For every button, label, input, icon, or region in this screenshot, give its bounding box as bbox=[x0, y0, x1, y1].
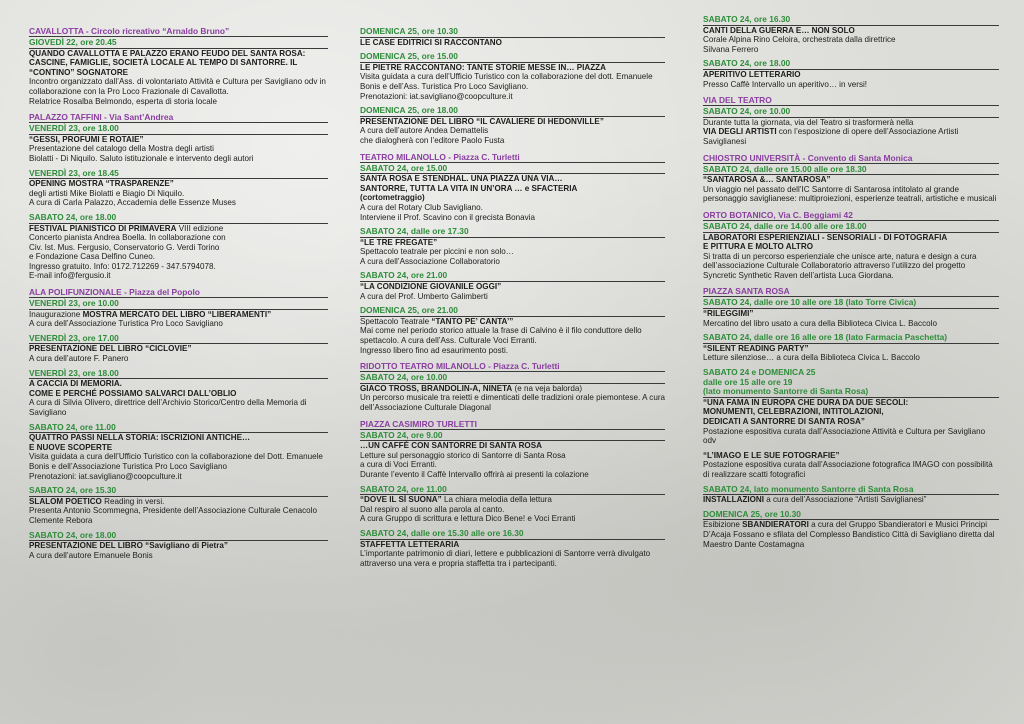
text-line: SANTORRE, TUTTA LA VITA IN UN’ORA … e SFACTERIA bbox=[360, 183, 578, 193]
text-line: Presentazione del catalogo della Mostra degli artisti bbox=[29, 144, 214, 154]
event-title bbox=[29, 344, 328, 354]
event-title bbox=[29, 224, 328, 234]
venue-heading: PALAZZO TAFFINI - Via Sant’Andrea bbox=[29, 112, 328, 123]
venue-heading: ORTO BOTANICO, Via C. Beggiami 42 bbox=[703, 210, 999, 221]
event-item bbox=[703, 59, 999, 89]
event-datetime bbox=[29, 213, 328, 224]
text-line: PRESENTAZIONE DEL LIBRO “IL CAVALIERE DI HEDONVILLE” bbox=[360, 116, 604, 126]
text-line: A cura di Silvia Olivero, direttrice dell’Archivio Storico/Centro della Memoria di Savigliano bbox=[29, 398, 307, 417]
venue-heading: CAVALLOTTA - Circolo ricreativo “Arnaldo Bruno” bbox=[29, 26, 328, 37]
text-line: “UNA FAMA IN EUROPA CHE DURA DA DUE SECOLI: bbox=[703, 397, 909, 407]
text-line: A CACCIA DI MEMORIA. bbox=[29, 379, 122, 389]
event-item bbox=[703, 165, 999, 204]
text-line: VENERDÌ 23, ore 18.45 bbox=[29, 167, 119, 178]
event-item bbox=[703, 107, 999, 146]
event-description bbox=[29, 189, 328, 208]
event-datetime bbox=[360, 306, 665, 317]
column-3 bbox=[703, 15, 999, 555]
event-datetime bbox=[360, 106, 665, 117]
event-item bbox=[703, 333, 999, 363]
column-2 bbox=[360, 27, 665, 574]
event-item bbox=[360, 373, 665, 412]
text-line: “LA CONDIZIONE GIOVANILE OGGI” bbox=[360, 282, 502, 292]
event-description bbox=[703, 252, 999, 281]
venue-section bbox=[360, 361, 665, 412]
event-description-after: con l’esposizione di opere dell’Associazione Artisti Saviglianesi bbox=[703, 127, 959, 146]
text-line: SABATO 24, ore 11.00 bbox=[29, 421, 116, 432]
event-title-suffix: La chiara melodia della lettura bbox=[441, 495, 552, 505]
event-intro-bold: “TANTO PE’ CANTA’” bbox=[431, 316, 514, 326]
text-line: Un viaggio nel passato dell’IC Santorre di Santarosa intitolato al grande personaggio saviglianese: multiproiezioni, esperienze teatrali, artistiche e musicali bbox=[703, 184, 997, 204]
venue-heading: TEATRO MILANOLLO - Piazza C. Turletti bbox=[360, 152, 665, 163]
text-line: “GESSI, PROFUMI E ROTAIE” bbox=[29, 134, 144, 144]
event-description bbox=[703, 460, 999, 479]
text-line: Un percorso musicale tra reietti e dimenticati delle tradizioni orale piemontese. A cura dell’Associazione Culturale Diagonal bbox=[360, 393, 666, 412]
text-line: A cura del Prof. Umberto Galimberti bbox=[360, 291, 488, 301]
event-title bbox=[29, 433, 328, 452]
text-line: “SANTAROSA &… SANTAROSA” bbox=[703, 175, 831, 185]
text-line: che dialogherà con l’editore Paolo Fusta bbox=[360, 135, 505, 145]
text-line: LABORATORI ESPERIENZIALI - SENSORIALI - DI FOTOGRAFIA bbox=[703, 232, 948, 242]
text-line: E-mail info@fergusio.it bbox=[29, 271, 111, 281]
venue-section bbox=[703, 95, 999, 146]
event-datetime bbox=[703, 59, 999, 70]
text-line: (lato monumento Santorre di Santa Rosa) bbox=[703, 386, 869, 397]
event-item bbox=[29, 531, 328, 561]
text-line: VENERDÌ 23, ore 18.00 bbox=[29, 367, 119, 378]
text-line: DEDICATI A SANTORRE DI SANTA ROSA” bbox=[703, 417, 865, 426]
venue-section bbox=[360, 27, 665, 146]
event-description bbox=[703, 319, 999, 329]
text-line: Civ. Ist. Mus. Fergusio, Conservatorio G. Verdi Torino bbox=[29, 242, 220, 252]
event-datetime bbox=[29, 38, 328, 49]
event-item bbox=[703, 222, 999, 281]
text-line: “L’IMAGO E LE SUE FOTOGRAFIE” bbox=[703, 450, 840, 460]
venue-section bbox=[703, 210, 999, 281]
venue-section bbox=[703, 286, 999, 549]
event-datetime bbox=[360, 529, 665, 540]
text-line: SLALOM POETICO bbox=[29, 496, 102, 506]
event-title bbox=[703, 451, 999, 461]
venue-section bbox=[360, 419, 665, 569]
text-line: Corale Alpina Rino Celoira, orchestrata dalla direttrice bbox=[703, 35, 896, 45]
event-datetime bbox=[360, 27, 665, 38]
event-description bbox=[29, 398, 328, 417]
event-description bbox=[29, 319, 328, 329]
event-datetime bbox=[360, 52, 665, 63]
event-item bbox=[360, 431, 665, 480]
event-datetime bbox=[703, 510, 999, 521]
text-line: E PITTURA E MOLTO ALTRO bbox=[703, 242, 814, 252]
text-line: OPENING MOSTRA “TRASPARENZE” bbox=[29, 179, 174, 189]
event-title bbox=[703, 344, 999, 354]
text-line: A cura del Rotary Club Savigliano. bbox=[360, 202, 483, 212]
event-description bbox=[703, 353, 999, 363]
event-title bbox=[360, 38, 665, 48]
text-line: SABATO 24, ore 11.00 bbox=[360, 483, 447, 494]
text-line: Incontro organizzato dall’Ass. di volontariato Attività e Cultura per Savigliano odv in collaborazione con la Pro Loco Frazionale di Cavallotta. bbox=[29, 77, 326, 96]
text-line: Durante tutta la giornata, via del Teatro si trasformerà nella bbox=[703, 117, 914, 127]
event-datetime bbox=[703, 107, 999, 118]
text-line: QUANDO CAVALLOTTA E PALAZZO ERANO FEUDO DEL SANTA ROSA: CASCINE, FAMIGLIE, SOCIETÀ LOCALE AL TEMPO DI SANTORRE. IL “CONTINO” SOGNATORE bbox=[29, 48, 306, 77]
text-line: SABATO 24, ore 21.00 bbox=[360, 270, 448, 281]
event-intro-prefix: Esibizione bbox=[703, 520, 743, 530]
event-datetime bbox=[29, 169, 328, 180]
event-title-suffix: (e na veja balorda) bbox=[512, 383, 583, 393]
text-line: Dal respiro al suono alla parola al canto. bbox=[360, 504, 505, 514]
venue-section bbox=[29, 287, 328, 560]
text-line: “DOVE IL SÌ SUONA” bbox=[360, 495, 442, 505]
venue-section bbox=[29, 112, 328, 281]
text-line: “RILEGGIMI” bbox=[703, 309, 754, 319]
text-line: DOMENICA 25, ore 15.00 bbox=[360, 51, 458, 62]
event-description bbox=[29, 354, 328, 364]
text-line: Postazione espositiva curata dall’Associazione Attività e Cultura per Savigliano odv bbox=[703, 426, 986, 446]
event-title bbox=[360, 540, 665, 550]
venue-heading: PIAZZA CASIMIRO TURLETTI bbox=[360, 419, 665, 430]
venue-heading: VIA DEL TEATRO bbox=[703, 95, 999, 106]
text-line: SABATO 24, ore 15.00 bbox=[360, 162, 448, 173]
venue-section bbox=[360, 152, 665, 356]
column-1 bbox=[29, 26, 328, 566]
text-line: DOMENICA 25, ore 18.00 bbox=[360, 105, 458, 116]
text-line: SABATO 24, dalle ore 15.30 alle ore 16.30 bbox=[360, 527, 524, 538]
text-line: Letture sul personaggio storico di Santorre di Santa Rosa bbox=[360, 450, 566, 460]
text-line: GIACO TROSS, BRANDOLIN-A, NINETA bbox=[360, 383, 513, 393]
event-description bbox=[29, 77, 328, 106]
text-line: Interviene il Prof. Scavino con il grecista Bonavia bbox=[360, 212, 536, 222]
text-line: A cura dell’autore Andea Demattelis bbox=[360, 126, 489, 136]
text-line: degli artisti Mike Biolatti e Biagio Di Niquilo. bbox=[29, 188, 185, 198]
event-description bbox=[703, 185, 999, 204]
text-line: DOMENICA 25, ore 21.00 bbox=[360, 305, 458, 316]
event-description bbox=[360, 451, 665, 480]
event-title-suffix: VIII edizione bbox=[176, 223, 224, 233]
event-datetime bbox=[29, 423, 328, 434]
text-line: PRESENTAZIONE DEL LIBRO “CICLOVIE” bbox=[29, 344, 192, 354]
text-line: A cura dell’autore F. Panero bbox=[29, 354, 129, 364]
event-title bbox=[703, 175, 999, 185]
text-line: dalle ore 15 alle ore 19 bbox=[703, 376, 793, 387]
event-description bbox=[29, 144, 328, 163]
text-line: SABATO 24, ore 9.00 bbox=[360, 429, 443, 440]
text-line: SABATO 24, dalle ore 14.00 alle ore 18.00 bbox=[703, 220, 867, 231]
event-description bbox=[360, 247, 665, 266]
event-item bbox=[360, 529, 665, 568]
text-line: COME E PERCHÉ POSSIAMO SALVARCI DALL’OBLIO bbox=[29, 388, 237, 398]
text-line: (cortometraggio) bbox=[360, 193, 425, 203]
event-description bbox=[29, 506, 328, 525]
text-line: GIOVEDÌ 22, ore 20.45 bbox=[29, 37, 117, 47]
event-intro-prefix: Spettacolo Teatrale bbox=[360, 316, 432, 326]
event-description bbox=[360, 203, 665, 222]
event-description bbox=[29, 233, 328, 281]
text-line: APERITIVO LETTERARIO bbox=[703, 69, 801, 79]
text-line: PRESENTAZIONE DEL LIBRO “Savigliano di Pietra” bbox=[29, 541, 228, 551]
event-description-bold: VIA DEGLI ARTISTI bbox=[703, 127, 777, 137]
event-title bbox=[703, 398, 999, 427]
text-line: SABATO 24 e DOMENICA 25 bbox=[703, 367, 816, 378]
event-title bbox=[703, 26, 999, 36]
event-item bbox=[360, 106, 665, 145]
event-item bbox=[360, 485, 665, 524]
event-item bbox=[703, 368, 999, 446]
text-line: VENERDÌ 23, ore 18.00 bbox=[29, 123, 119, 134]
event-intro-bold: MOSTRA MERCATO DEL LIBRO “LIBERAMENTI” bbox=[82, 309, 272, 319]
text-line: MONUMENTI, CELEBRAZIONI, INTITOLAZIONI, bbox=[703, 407, 884, 417]
text-line: “SILENT READING PARTY” bbox=[703, 343, 809, 353]
event-datetime bbox=[29, 369, 328, 380]
text-line: SANTA ROSA E STENDHAL. UNA PIAZZA UNA VIA… bbox=[360, 174, 563, 184]
text-line: Prenotazioni: iat.savigliano@coopculture.it bbox=[360, 91, 513, 101]
event-datetime bbox=[29, 531, 328, 542]
event-intro bbox=[703, 520, 999, 549]
text-line: INSTALLAZIONI bbox=[703, 495, 764, 505]
text-line: Concerto pianista Andrea Boella. In collaborazione con bbox=[29, 233, 226, 243]
event-item bbox=[360, 306, 665, 355]
text-line: SABATO 24, ore 18.00 bbox=[703, 58, 791, 69]
text-line: Visita guidata a cura dell’Ufficio Turistico con la collaborazione del dott. Emanuele Bonis e dell’Ass. Turistica Pro Loco Savigliano. bbox=[360, 72, 653, 91]
text-line: Biolatti - Di Niquilo. Saluto istituzionale e intervento degli autori bbox=[29, 153, 254, 163]
text-line: Letture silenziose… a cura della Biblioteca Civica L. Baccolo bbox=[703, 353, 920, 363]
venue-section bbox=[29, 26, 328, 106]
text-line: LE PIETRE RACCONTANO: TANTE STORIE MESSE IN… PIAZZA bbox=[360, 62, 606, 72]
text-line: SABATO 24, dalle ore 15.00 alle ore 18.30 bbox=[703, 163, 867, 174]
event-title bbox=[703, 309, 999, 319]
event-item bbox=[29, 369, 328, 418]
event-item bbox=[29, 299, 328, 329]
event-description bbox=[360, 326, 665, 355]
event-description bbox=[703, 35, 999, 54]
event-title bbox=[360, 282, 665, 292]
text-line: SABATO 24, ore 15.30 bbox=[29, 485, 117, 496]
event-title bbox=[360, 63, 665, 73]
venue-heading: PIAZZA SANTA ROSA bbox=[703, 286, 999, 297]
event-item bbox=[29, 486, 328, 525]
event-item bbox=[29, 213, 328, 281]
event-datetime bbox=[703, 15, 999, 26]
event-item bbox=[703, 451, 999, 480]
event-item bbox=[360, 27, 665, 47]
event-description bbox=[703, 118, 999, 147]
event-item bbox=[703, 485, 999, 505]
event-item bbox=[29, 169, 328, 208]
event-title bbox=[360, 174, 665, 203]
text-line: Prenotazioni: iat.savigliano@coopculture.it bbox=[29, 471, 182, 481]
event-datetime bbox=[29, 124, 328, 135]
text-line: Si tratta di un percorso esperienziale che unisce arte, natura e design a cura dell’associazione Culturale Collaboratorio attraverso l’utilizzo del progetto Syncretic Synthetic Raven dell’artista Luca Giordana. bbox=[703, 251, 977, 280]
event-description bbox=[360, 72, 665, 101]
event-title bbox=[360, 441, 665, 451]
event-title bbox=[703, 70, 999, 80]
event-datetime bbox=[703, 485, 999, 496]
text-line: Postazione espositiva curata dall’Associazione fotografica IMAGO con possibilità di realizzare scatti fotografici bbox=[703, 460, 993, 479]
text-line: VENERDÌ 23, ore 10.00 bbox=[29, 298, 119, 309]
text-line: QUATTRO PASSI NELLA STORIA: ISCRIZIONI ANTICHE… bbox=[29, 433, 251, 443]
text-line: DOMENICA 25, ore 10.30 bbox=[360, 26, 458, 36]
text-line: a cura di Voci Erranti. bbox=[360, 460, 437, 470]
text-line: Ingresso libero fino ad esaurimento posti. bbox=[360, 345, 509, 355]
text-line: Mai come nel periodo storico attuale la frase di Calvino è il filo conduttore dello spettacolo. A cura dell’Ass. Culturale Voci Erranti. bbox=[360, 326, 642, 346]
text-line: A cura di Carla Palazzo, Accademia delle Essenze Muses bbox=[29, 198, 236, 208]
text-line: Presenta Antonio Scommegna, Presidente dell’Associazione Culturale Cenacolo Clemente Rebora bbox=[29, 506, 317, 525]
text-line: Silvana Ferrero bbox=[703, 44, 759, 54]
event-item bbox=[360, 271, 665, 301]
event-datetime bbox=[360, 431, 665, 442]
event-title bbox=[29, 541, 328, 551]
text-line: SABATO 24, ore 18.00 bbox=[29, 211, 117, 222]
venue-heading: RIDOTTO TEATRO MILANOLLO - Piazza C. Turletti bbox=[360, 361, 665, 372]
text-line: DOMENICA 25, ore 10.30 bbox=[703, 508, 801, 519]
event-description bbox=[360, 505, 665, 524]
event-datetime bbox=[703, 333, 999, 344]
event-title bbox=[360, 238, 665, 248]
event-title bbox=[29, 497, 328, 507]
text-line: SABATO 24, dalle ore 16 alle ore 18 (lato Farmacia Paschetta) bbox=[703, 332, 948, 343]
text-line: Spettacolo teatrale per piccini e non solo… bbox=[360, 247, 514, 257]
event-description bbox=[703, 80, 999, 90]
text-line: “LE TRE FREGATE” bbox=[360, 237, 438, 247]
text-line: e Fondazione Casa Delfino Cuneo. bbox=[29, 252, 155, 262]
event-item bbox=[29, 334, 328, 364]
event-title bbox=[703, 233, 999, 252]
text-line: CANTI DELLA GUERRA E… NON SOLO bbox=[703, 25, 855, 35]
event-datetime bbox=[703, 165, 999, 176]
venue-heading: ALA POLIFUNZIONALE - Piazza del Popolo bbox=[29, 287, 328, 298]
event-description bbox=[29, 452, 328, 481]
event-item bbox=[703, 298, 999, 328]
event-datetime bbox=[703, 368, 999, 398]
text-line: SABATO 24, lato monumento Santorre di Santa Rosa bbox=[703, 483, 914, 494]
text-line: SABATO 24, ore 16.30 bbox=[703, 14, 791, 24]
event-item bbox=[29, 423, 328, 482]
event-title bbox=[29, 379, 328, 398]
event-datetime bbox=[360, 227, 665, 238]
event-datetime bbox=[703, 298, 999, 309]
text-line: Presso Caffè Intervallo un aperitivo… in versi! bbox=[703, 79, 868, 89]
venue-section bbox=[703, 153, 999, 204]
event-intro-bold: SBANDIERATORI bbox=[742, 520, 809, 530]
event-description bbox=[360, 549, 665, 568]
event-title-suffix: Reading in versi. bbox=[101, 496, 165, 506]
text-line: SABATO 24, dalle ore 10 alle ore 18 (lato Torre Civica) bbox=[703, 297, 917, 308]
text-line: SABATO 24, ore 10.00 bbox=[703, 106, 791, 117]
text-line: L’importante patrimonio di diari, lettere e pubblicazioni di Santorre verrà divulgato attraverso una vera e propria staffetta tra i partecipanti. bbox=[360, 549, 651, 568]
text-line: A cura dell’Associazione Collaboratorio bbox=[360, 256, 500, 266]
event-item bbox=[360, 227, 665, 266]
text-line: E NUOVE SCOPERTE bbox=[29, 442, 113, 452]
event-description bbox=[360, 393, 665, 412]
text-line: Visita guidata a cura dell’Ufficio Turistico con la collaborazione del Dott. Emanuele Bonis e dell’Associazione Turistica Pro Loco Savigliano bbox=[29, 452, 323, 471]
event-description bbox=[360, 292, 665, 302]
text-line: A cura Gruppo di scrittura e lettura Dico Bene! e Voci Erranti bbox=[360, 514, 576, 524]
event-item bbox=[703, 510, 999, 549]
event-title bbox=[29, 179, 328, 189]
event-datetime bbox=[360, 164, 665, 175]
event-datetime bbox=[29, 299, 328, 310]
text-line: A cura dell’Associazione Turistica Pro Loco Savigliano bbox=[29, 319, 223, 329]
text-line: Ingresso gratuito. Info: 0172.712269 - 347.5794078. bbox=[29, 261, 216, 271]
event-item bbox=[360, 52, 665, 101]
event-datetime bbox=[29, 486, 328, 497]
text-line: FESTIVAL PIANISTICO DI PRIMAVERA bbox=[29, 223, 177, 233]
event-intro-prefix: Inaugurazione bbox=[29, 309, 83, 319]
event-title bbox=[360, 495, 665, 505]
text-line: Durante l’evento il Caffè Intervallo offrirà ai presenti la colazione bbox=[360, 469, 589, 479]
text-line: …UN CAFFÈ CON SANTORRE DI SANTA ROSA bbox=[360, 441, 542, 451]
text-line: Relatrice Rosalba Belmondo, esperta di storia locale bbox=[29, 96, 218, 106]
event-item bbox=[360, 164, 665, 223]
text-line: A cura dell’autore Emanuele Bonis bbox=[29, 550, 153, 560]
event-description bbox=[29, 551, 328, 561]
event-title-suffix: a cura dell’Associazione “Artisti Saviglianesi” bbox=[764, 495, 927, 505]
event-item bbox=[29, 38, 328, 106]
event-item bbox=[29, 124, 328, 163]
text-line: LE CASE EDITRICI SI RACCONTANO bbox=[360, 37, 502, 47]
event-title bbox=[29, 135, 328, 145]
event-intro-rest: a cura del Gruppo Sbandieratori e Musici Principi D’Acaja Fossano e sfilata del Complesso Bandistico Città di Savigliano diretta dal Maestro Dante Costamagna bbox=[703, 520, 995, 549]
text-line: SABATO 24, dalle ore 17.30 bbox=[360, 226, 469, 237]
venue-heading: CHIOSTRO UNIVERSITÀ - Convento di Santa Monica bbox=[703, 153, 999, 164]
event-datetime bbox=[360, 485, 665, 496]
event-title bbox=[29, 49, 328, 78]
text-line: VENERDÌ 23, ore 17.00 bbox=[29, 332, 119, 343]
event-description bbox=[703, 427, 999, 446]
event-intro bbox=[360, 317, 665, 327]
event-title bbox=[360, 117, 665, 127]
text-line: Mercatino del libro usato a cura della Biblioteca Civica L. Baccolo bbox=[703, 318, 937, 328]
event-datetime bbox=[360, 373, 665, 384]
event-description bbox=[360, 126, 665, 145]
text-line: SABATO 24, ore 18.00 bbox=[29, 529, 117, 540]
event-datetime bbox=[29, 334, 328, 345]
event-title bbox=[703, 495, 999, 505]
venue-section bbox=[703, 15, 999, 89]
event-item bbox=[703, 15, 999, 54]
event-title bbox=[360, 384, 665, 394]
event-intro bbox=[29, 310, 328, 320]
text-line: STAFFETTA LETTERARIA bbox=[360, 539, 460, 549]
event-datetime bbox=[360, 271, 665, 282]
event-datetime bbox=[703, 222, 999, 233]
text-line: SABATO 24, ore 10.00 bbox=[360, 372, 448, 383]
